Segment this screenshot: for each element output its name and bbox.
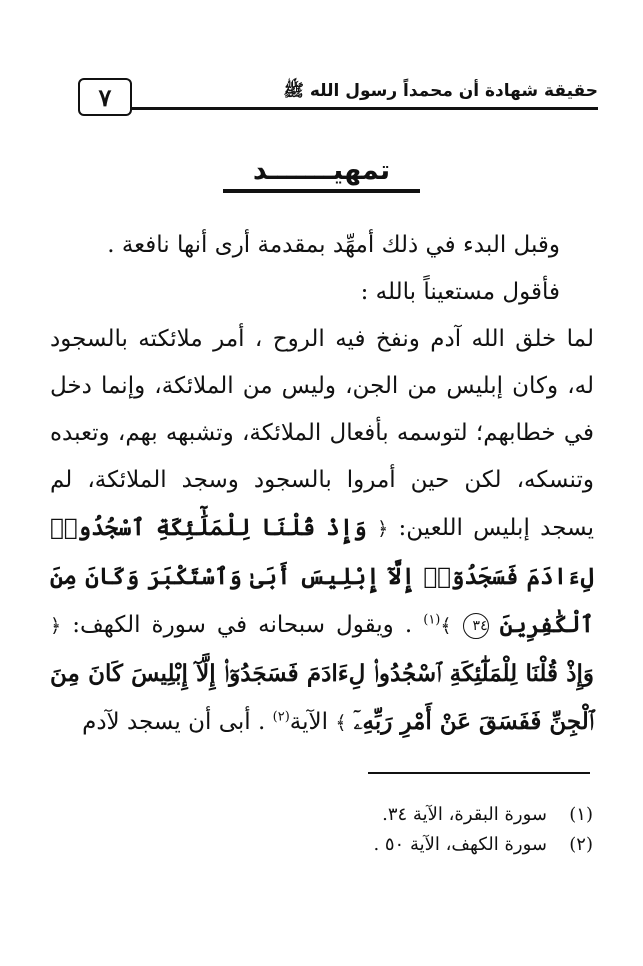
page-number: ٧: [98, 82, 112, 112]
quran-close-bracket: ﴾: [335, 712, 347, 734]
footnote-item: [49, 830, 593, 860]
quran-close-bracket: ﴾: [440, 615, 452, 637]
text-segment: . أبى أن يسجد لآدم: [82, 709, 266, 735]
running-header: [78, 78, 598, 118]
quran-verse-baqarah: وَإِذْ قُلْنَا لِلْمَلَٰٓئِكَةِ ٱسْجُدُوا۟ لِءَادَمَ فَسَجَدُوٓا۟ إِلَّآ إِبْلِيسَ أَبَىٰ وَٱسْتَكْبَرَ وَكَانَ مِنَ ٱلْكَٰفِرِينَ: [50, 514, 595, 638]
footnote-text: سورة الكهف، الآية ٥٠ .: [373, 834, 547, 855]
footnote-item: [49, 800, 593, 830]
text-segment: لما خلق الله آدم ونفخ فيه الروح ، أمر ملائكته بالسجود له، وكان إبليس من الجن، وليس من الملائكة، وإنما دخل في خطابهم؛ لتوسمه بأفعال الملائكة، وتشبهه بهم، وتعبده وتنسكه، لكن حين أمروا بالسجود وسجد الملائكة، لم يسجد إبليس اللعين:: [50, 326, 594, 541]
text-segment: . ويقول سبحانه في سورة الكهف:: [72, 612, 413, 638]
footnotes: [49, 800, 593, 860]
paragraph-opening: فأقول مستعيناً بالله :: [360, 279, 560, 305]
paragraph-intro: وقبل البدء في ذلك أمهِّد بمقدمة أرى أنها نافعة .: [107, 232, 560, 258]
header-rule: [130, 107, 598, 110]
chapter-heading-text: تمهيـــــــد: [223, 156, 420, 193]
verse-number-marker: ٣٤: [463, 613, 489, 639]
footnote-text: سورة البقرة، الآية ٣٤.: [382, 804, 547, 825]
footnote-ref-2[interactable]: (٢): [272, 709, 290, 725]
text-segment: الآية: [289, 709, 329, 735]
footnote-ref-1[interactable]: (١): [423, 612, 441, 628]
quran-open-bracket: ﴿: [377, 518, 389, 540]
running-title: حقيقة شهادة أن محمداً رسول الله ﷺ: [283, 81, 598, 101]
footnote-number: (٢): [569, 834, 593, 855]
quran-open-bracket: ﴿: [50, 615, 62, 637]
page-number-box: [78, 78, 132, 116]
chapter-heading: [0, 156, 643, 193]
paragraph-main: [50, 316, 594, 747]
footnote-separator: [368, 772, 590, 774]
body-text: [50, 222, 594, 747]
quran-verse-kahf: وَإِذْ قُلْنَا لِلْمَلَٰٓئِكَةِ ٱسْجُدُوا۟ لِءَادَمَ فَسَجَدُوٓا۟ إِلَّآ إِبْلِيسَ كَانَ مِنَ ٱلْجِنِّ فَفَسَقَ عَنْ أَمْرِ رَبِّهِۦٓ: [50, 660, 594, 735]
footnote-number: (١): [569, 804, 593, 825]
